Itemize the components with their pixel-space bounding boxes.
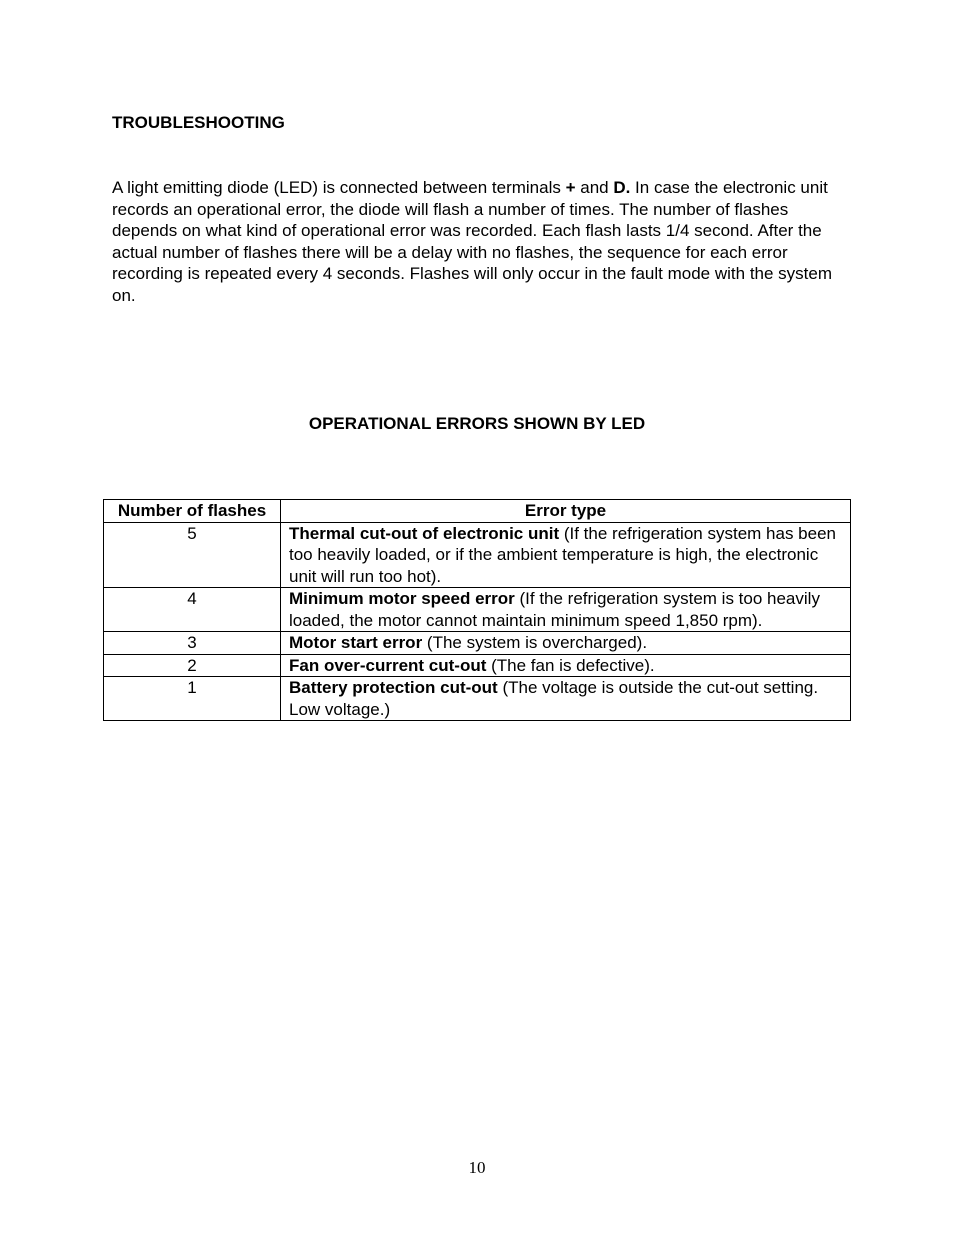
flash-count: 1: [104, 677, 281, 721]
table-header-row: [104, 500, 851, 523]
error-description: [281, 522, 851, 588]
table-row: [104, 588, 851, 632]
flash-count: 4: [104, 588, 281, 632]
flash-count: 3: [104, 632, 281, 655]
error-detail: (If the refrigeration system has been too heavily loaded, or if the ambient temperature is high, the electronic unit will run too hot).: [289, 523, 836, 586]
error-name: Thermal cut-out of electronic unit: [289, 523, 560, 543]
page-heading: TROUBLESHOOTING: [112, 113, 285, 132]
intro-text-2: and: [575, 178, 614, 197]
table-row: [104, 632, 851, 655]
error-detail: (The fan is defective).: [486, 655, 655, 675]
error-description: [281, 677, 851, 721]
table-row: [104, 522, 851, 588]
error-detail: (If the refrigeration system is too heavily loaded, the motor cannot maintain minimum speed 1,850 rpm).: [289, 589, 820, 630]
table-title: OPERATIONAL ERRORS SHOWN BY LED: [308, 414, 646, 433]
led-error-table: [103, 499, 851, 721]
error-description: [281, 654, 851, 677]
d-terminal: D.: [613, 178, 631, 197]
intro-text-3: In case the electronic unit records an operational error, the diode will flash a number of times. The number of flashes depends on what kind of operational error was recorded. Each flash lasts 1/4 second. After the actual number of flashes there will be a delay with no flashes, the sequence for each error recording is repeated every 4 seconds. Flashes will only occur in the fault mode with the system on.: [112, 178, 833, 305]
flash-count: 5: [104, 522, 281, 588]
error-name: Fan over-current cut-out: [289, 655, 487, 675]
error-description: [281, 588, 851, 632]
header-error-type: Error type: [281, 500, 851, 523]
plus-terminal: +: [565, 178, 576, 197]
error-detail: (The system is overcharged).: [422, 633, 648, 652]
table-row: [104, 654, 851, 677]
table-row: [104, 677, 851, 721]
intro-text-1: A light emitting diode (LED) is connected between terminals: [112, 178, 566, 197]
error-name: Minimum motor speed error: [289, 589, 515, 608]
flash-count: 2: [104, 654, 281, 677]
error-detail: (The voltage is outside the cut-out setting. Low voltage.): [289, 678, 819, 719]
error-description: [281, 632, 851, 655]
header-number-of-flashes: Number of flashes: [104, 500, 281, 523]
error-name: Battery protection cut-out: [289, 678, 498, 697]
intro-paragraph: [112, 177, 842, 306]
error-name: Motor start error: [289, 633, 423, 652]
page-number: 10: [468, 1158, 486, 1177]
